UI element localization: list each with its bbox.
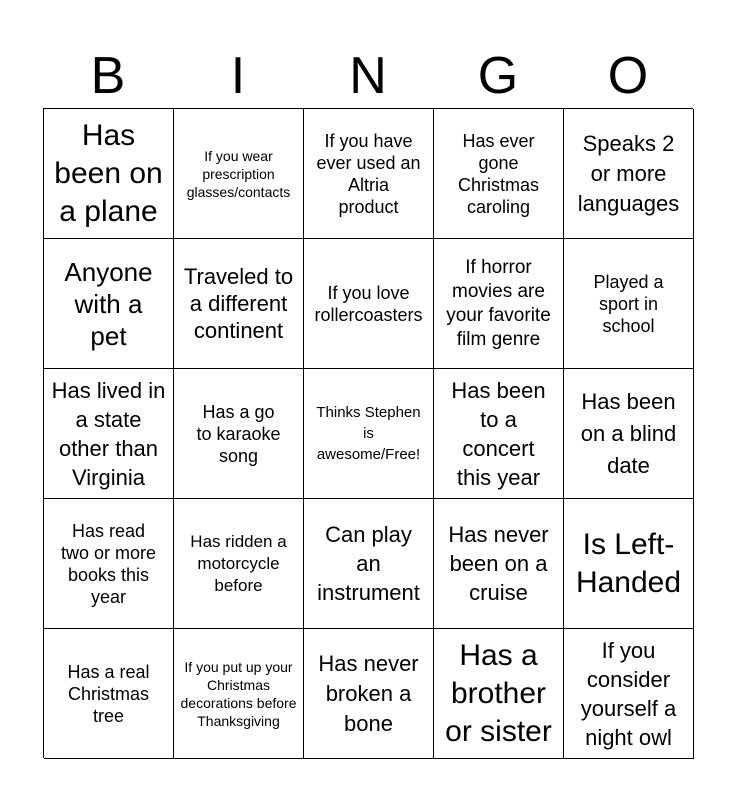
cell-text: If horror movies are your favorite film genre bbox=[446, 256, 551, 350]
header-letter-i: I bbox=[230, 47, 246, 105]
bingo-cell[interactable] bbox=[564, 369, 694, 499]
cell-text: Has been on a plane bbox=[54, 118, 163, 228]
cell-text: If you have ever used an Altria product bbox=[316, 130, 421, 217]
bingo-header bbox=[43, 44, 693, 108]
bingo-cell[interactable] bbox=[564, 239, 694, 369]
header-letter-g: G bbox=[477, 47, 519, 105]
cell-text: Has a real Christmas tree bbox=[67, 661, 150, 726]
cell-text: Can play an instrument bbox=[317, 522, 420, 605]
cell-text: Has ever gone Christmas caroling bbox=[457, 130, 539, 217]
cell-text: Anyone with a pet bbox=[64, 256, 153, 351]
bingo-cell[interactable] bbox=[564, 499, 694, 629]
cell-text: Traveled to a different continent bbox=[183, 264, 294, 343]
cell-text: Played a sport in school bbox=[593, 271, 664, 336]
bingo-cell[interactable] bbox=[434, 629, 564, 759]
cell-text: Thinks Stephen is awesome/Free! bbox=[316, 404, 421, 463]
bingo-cell[interactable] bbox=[564, 629, 694, 759]
bingo-cell[interactable] bbox=[44, 369, 174, 499]
bingo-cell[interactable] bbox=[174, 369, 304, 499]
cell-text: If you put up your Christmas decorations before Thanksgiving bbox=[180, 658, 297, 729]
bingo-cell[interactable] bbox=[304, 369, 434, 499]
cell-text: Speaks 2 or more languages bbox=[577, 130, 680, 216]
bingo-cell[interactable] bbox=[174, 499, 304, 629]
bingo-cell[interactable] bbox=[564, 109, 694, 239]
cell-text: If you consider yourself a night owl bbox=[580, 637, 677, 750]
bingo-cell[interactable] bbox=[304, 109, 434, 239]
bingo-cell[interactable] bbox=[434, 499, 564, 629]
bingo-cell[interactable] bbox=[304, 629, 434, 759]
bingo-cell[interactable] bbox=[44, 239, 174, 369]
cell-text: Has read two or more books this year bbox=[60, 520, 157, 607]
bingo-cell[interactable] bbox=[44, 499, 174, 629]
bingo-cell[interactable] bbox=[434, 239, 564, 369]
bingo-cell[interactable] bbox=[304, 239, 434, 369]
cell-text: Has been on a blind date bbox=[580, 388, 677, 478]
bingo-cell[interactable] bbox=[44, 109, 174, 239]
cell-text: Is Left-Handed bbox=[575, 527, 682, 599]
header-letter-b: B bbox=[90, 47, 126, 105]
bingo-cell[interactable] bbox=[174, 629, 304, 759]
cell-text: If you wear prescription glasses/contacts bbox=[186, 147, 291, 200]
cell-text: Has a go to karaoke song bbox=[196, 401, 281, 466]
cell-text: Has a brother or sister bbox=[445, 638, 552, 748]
bingo-board bbox=[43, 108, 693, 758]
cell-text: Has been to a concert this year bbox=[451, 377, 546, 490]
bingo-cell[interactable] bbox=[174, 239, 304, 369]
cell-text: Has lived in a state other than Virginia bbox=[51, 377, 166, 490]
header-letter-n: N bbox=[349, 47, 387, 105]
header-letter-o: O bbox=[607, 47, 649, 105]
bingo-cell[interactable] bbox=[44, 629, 174, 759]
bingo-cell[interactable] bbox=[304, 499, 434, 629]
bingo-cell[interactable] bbox=[434, 369, 564, 499]
cell-text: Has never broken a bone bbox=[318, 650, 419, 736]
bingo-cell[interactable] bbox=[434, 109, 564, 239]
cell-text: If you love rollercoasters bbox=[314, 282, 423, 325]
bingo-cell[interactable] bbox=[174, 109, 304, 239]
cell-text: Has never been on a cruise bbox=[448, 522, 549, 605]
cell-text: Has ridden a motorcycle before bbox=[190, 531, 287, 595]
